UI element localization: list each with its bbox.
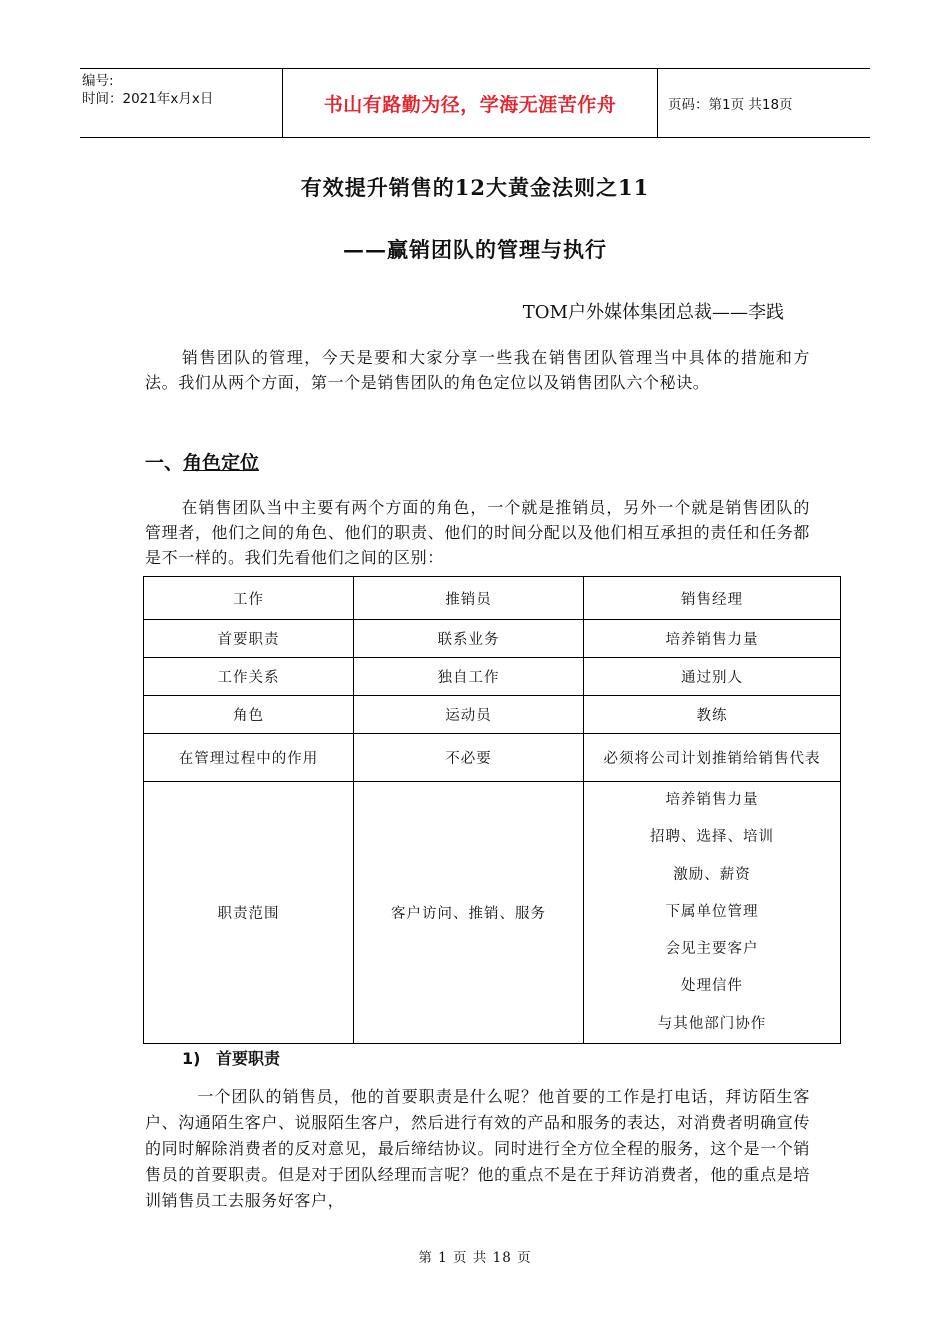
table-header-cell: 销售经理 bbox=[584, 577, 841, 620]
table-row bbox=[144, 620, 841, 658]
table-cell: 联系业务 bbox=[354, 620, 584, 658]
table-row bbox=[144, 696, 841, 734]
role-comparison-table bbox=[143, 576, 841, 1044]
table-cell: 角色 bbox=[144, 696, 354, 734]
table-cell: 职责范围 bbox=[144, 782, 354, 1044]
intro-text: 销售团队的管理，今天是要和大家分享一些我在销售团队管理当中具体的措施和方法。我们从两个方面，第一个是销售团队的角色定位以及销售团队六个秘诀。 bbox=[145, 348, 810, 392]
table-row bbox=[144, 658, 841, 696]
table-cell: 教练 bbox=[584, 696, 841, 734]
page-footer: 第 1 页 共 18 页 bbox=[418, 1250, 532, 1266]
table-cell: 首要职责 bbox=[144, 620, 354, 658]
list-item: 与其他部门协作 bbox=[657, 1015, 767, 1032]
section-title: 角色定位 bbox=[183, 452, 260, 474]
list-item: 培养销售力量 bbox=[665, 792, 759, 808]
table-cell: 必须将公司计划推销给销售代表 bbox=[584, 734, 841, 782]
table-cell: 培养销售力量 bbox=[584, 620, 841, 658]
list-item: 会见主要客户 bbox=[665, 941, 759, 958]
list-item: 激励、薪资 bbox=[673, 866, 751, 883]
subsection-title: 首要职责 bbox=[216, 1049, 281, 1068]
time-label: 时间：2021年x月x日 bbox=[82, 91, 214, 107]
list-item: 下属单位管理 bbox=[665, 903, 759, 920]
section-number: 一、 bbox=[145, 452, 184, 474]
subsection-paragraph bbox=[145, 1084, 810, 1214]
subsection-number: 1) bbox=[182, 1049, 201, 1068]
manager-scope-list bbox=[584, 782, 840, 1043]
table-header-cell: 工作 bbox=[144, 577, 354, 620]
author-line: TOM户外媒体集团总裁——李践 bbox=[522, 302, 784, 323]
subsection-text: 一个团队的销售员，他的首要职责是什么呢？他首要的工作是打电话，拜访陌生客户、沟通陌生客户、说服陌生客户，然后进行有效的产品和服务的表达，对消费者明确宣传的同时解除消费者的反对意见，最后缔结协议。同时进行全方位全程的服务，这个是一个销售员的首要职责。但是对于团队经理而言呢？他的重点不是在于拜访消费者，他的重点是培训销售员工去服务好客户， bbox=[145, 1087, 810, 1210]
table-cell: 在管理过程中的作用 bbox=[144, 734, 354, 782]
intro-paragraph bbox=[145, 345, 810, 395]
document-header bbox=[80, 68, 870, 138]
document-subtitle: ——赢销团队的管理与执行 bbox=[343, 237, 607, 262]
section-paragraph bbox=[145, 495, 810, 570]
table-row-scope bbox=[144, 782, 841, 1044]
section-heading bbox=[145, 448, 259, 475]
table-header-row bbox=[144, 577, 841, 620]
list-item: 处理信件 bbox=[681, 978, 743, 995]
table-cell: 客户访问、推销、服务 bbox=[354, 782, 584, 1044]
motto: 书山有路勤为径，学海无涯苦作舟 bbox=[323, 93, 617, 116]
header-motto-cell bbox=[282, 69, 658, 137]
table-header-cell: 推销员 bbox=[354, 577, 584, 620]
table-cell: 工作关系 bbox=[144, 658, 354, 696]
table-cell: 通过别人 bbox=[584, 658, 841, 696]
header-page-info-cell bbox=[658, 69, 870, 137]
section-text: 在销售团队当中主要有两个方面的角色，一个就是推销员，另外一个就是销售团队的管理者，他们之间的角色、他们的职责、他们的时间分配以及他们相互承担的责任和任务都是不一样的。我们先看他们之间的区别： bbox=[145, 498, 810, 567]
table-cell: 不必要 bbox=[354, 734, 584, 782]
subsection-heading bbox=[182, 1046, 280, 1069]
list-item: 招聘、选择、培训 bbox=[650, 829, 774, 846]
manager-scope-cell bbox=[584, 782, 841, 1044]
table-cell: 独自工作 bbox=[354, 658, 584, 696]
header-meta bbox=[80, 69, 282, 137]
page-info: 页码：第1页 共18页 bbox=[668, 97, 793, 113]
table-cell: 运动员 bbox=[354, 696, 584, 734]
table-row bbox=[144, 734, 841, 782]
number-label: 编号: bbox=[82, 73, 114, 89]
document-title: 有效提升销售的12大黄金法则之11 bbox=[300, 175, 650, 200]
